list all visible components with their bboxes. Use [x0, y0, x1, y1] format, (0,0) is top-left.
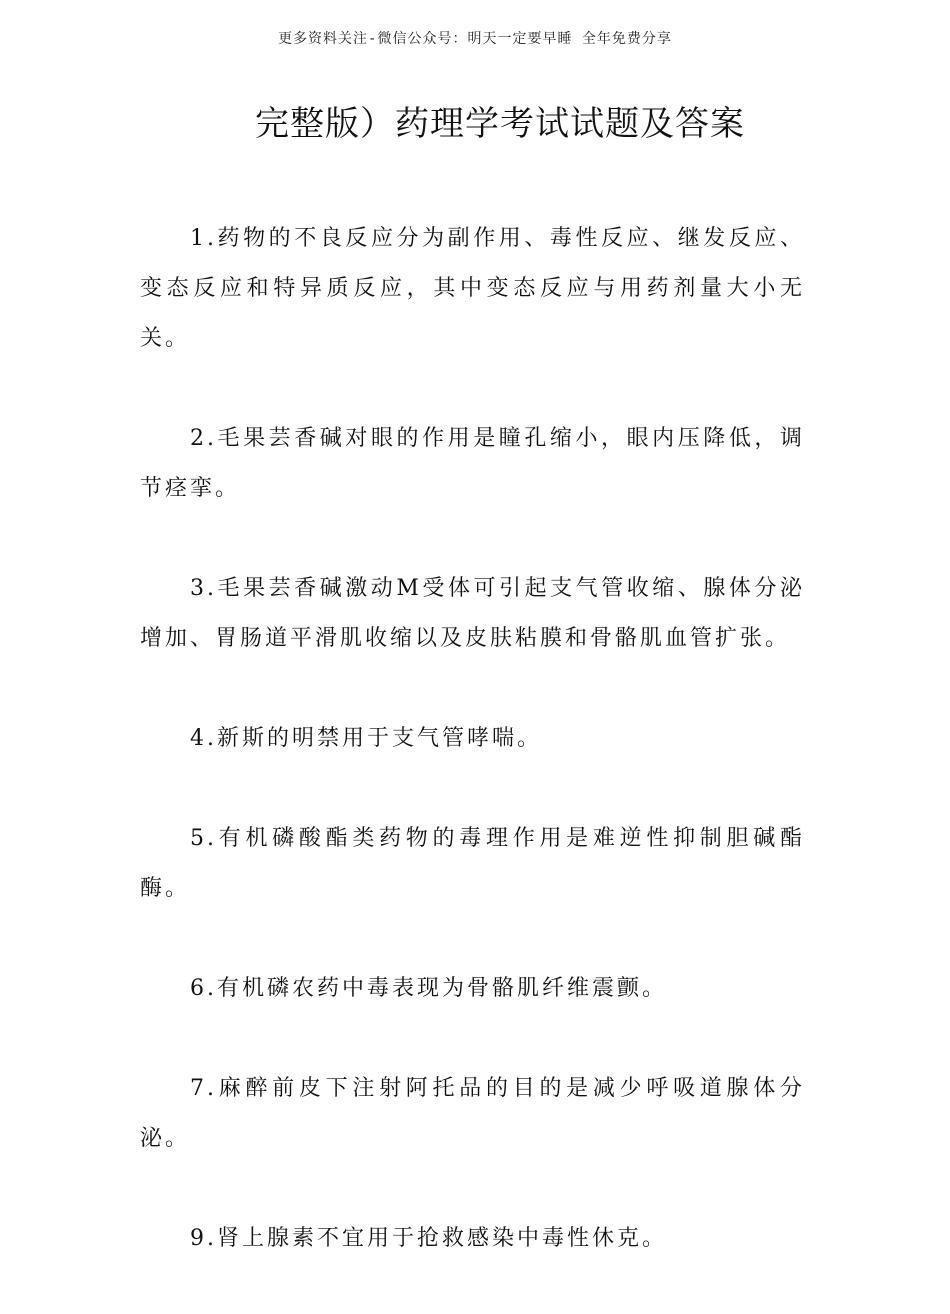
question-item-7: 7.麻醉前皮下注射阿托品的目的是减少呼吸道腺体分泌。 — [140, 1076, 805, 1151]
document-title: 完整版）药理学考试试题及答案 — [255, 104, 745, 144]
question-item-6: 6.有机磷农药中毒表现为骨骼肌纤维震颤。 — [190, 976, 667, 1001]
question-item-4: 4.新斯的明禁用于支气管哮喘。 — [190, 726, 542, 751]
question-item-2: 2.毛果芸香碱对眼的作用是瞳孔缩小，眼内压降低，调节痉挛。 — [140, 426, 805, 501]
header-note: 更多资料关注-微信公众号：明天一定要早睡 全年免费分享 — [278, 31, 672, 47]
question-item-1: 1.药物的不良反应分为副作用、毒性反应、继发反应、变态反应和特异质反应，其中变态反应与用药剂量大小无关。 — [140, 226, 805, 351]
question-item-9: 9.肾上腺素不宜用于抢救感染中毒性休克。 — [190, 1226, 667, 1251]
question-item-3: 3.毛果芸香碱激动M受体可引起支气管收缩、腺体分泌增加、胃肠道平滑肌收缩以及皮肤粘膜和骨骼肌血管扩张。 — [140, 576, 805, 651]
question-list — [140, 214, 805, 1314]
question-item-5: 5.有机磷酸酯类药物的毒理作用是难逆性抑制胆碱酯酶。 — [140, 826, 805, 901]
